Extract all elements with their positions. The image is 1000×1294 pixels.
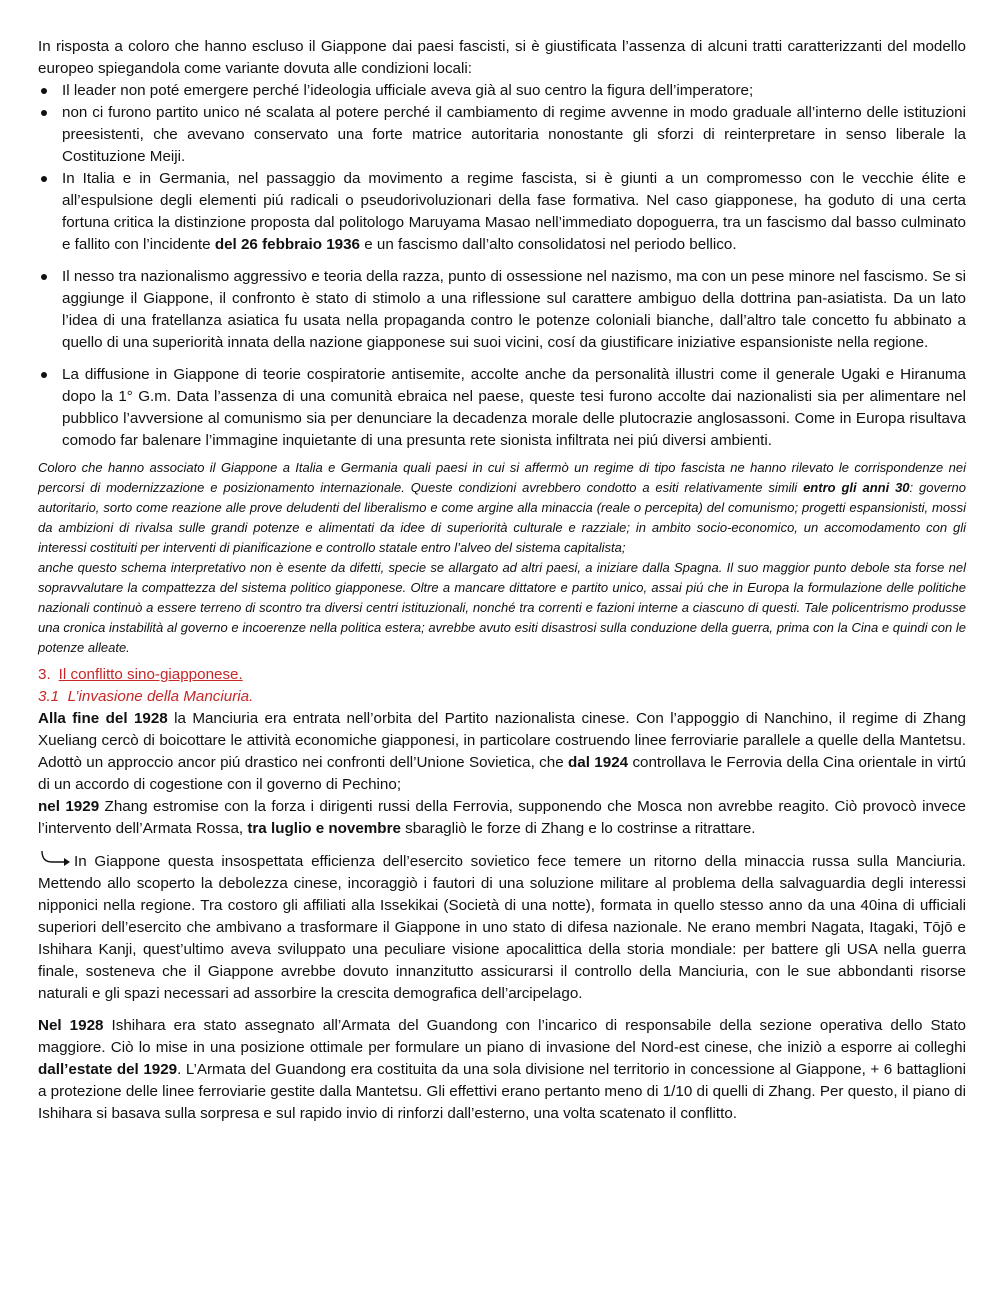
manchuria-paragraph-1	[38, 708, 966, 796]
bullet-italy-text-1: In Italia e in Germania, nel passaggio da movimento a regime fascista, si è giunti a un compromesso con le vecchie élite e all’espulsione degli elementi piú radicali o pseudorivoluzionari della fase formativa. Nel caso giapponese, ha goduto di una certa fortuna critica la distinzione proposta dal politologo Maruyama Masao nell’immediato dopoguerra, tra un fascismo dal basso culminato e fallito con l’incidente	[62, 170, 966, 253]
bullet-leader: Il leader non poté emergere perché l’ideologia ufficiale aveva già al suo centro la figura dell’imperatore;	[38, 80, 966, 102]
bullet-single-party: non ci furono partito unico né scalata al potere perché il cambiamento di regime avvenne in modo graduale all’interno delle istituzioni preesistenti, che avevano conservato una forte matrice autoritaria nonostante gli sforzi di reinterpretare in senso liberale la Costituzione Meiji.	[38, 102, 966, 168]
bullet-list-comparisons	[38, 168, 966, 452]
section-heading	[38, 664, 966, 686]
bullet-italy-date: del 26 febbraio 1936	[214, 236, 361, 253]
manchuria-paragraph-4	[38, 1015, 966, 1125]
bullet-list-variants	[38, 80, 966, 168]
intro-paragraph: In risposta a coloro che hanno escluso il Giappone dai paesi fascisti, si è giustificata l’assenza di alcuni tratti caratterizzanti del modello europeo spiegandola come variante dovuta alle condizioni locali:	[38, 38, 966, 77]
bullet-antisemitism: La diffusione in Giappone di teorie cospiratorie antisemite, accolte anche da personalità illustri come il generale Ugaki e Hiranuma dopo la 1° G.m. Data l’assenza di una comunità ebraica nel paese, queste tesi furono accolte dai nazionalisti sia per alimentare nel pubblico l’avversione al comunismo sia per denunciare la decadenza morale delle plutocrazie anglosassoni. Come in Europa risultava comodo far balenare l’immagine inquietante di una presunta rete sionista infiltrata nei piú diversi ambienti.	[38, 364, 966, 452]
section-number: 3.	[38, 666, 51, 683]
italic-note-text-2: : governo autoritario, sorto come reazione alle prove deludenti del liberalismo e come argine alla minaccia (reale o percepita) del comunismo; progetti espansionisti, mossi da ambizioni di rivalsa sulle grandi potenze e alimentati da idee di superiorità culturale e razziale; in ambito socio-economico, un accomodamento con gli interessi costituiti per interventi di pianificazione e controllo statale entro l’alveo del sistema capitalista;	[38, 480, 967, 555]
manchuria-p2-bold-1: nel 1929	[38, 798, 100, 815]
manchuria-paragraph-3	[38, 850, 966, 1005]
bullet-italy-text-2: e un fascismo dall’alto consolidatosi nel periodo bellico.	[360, 236, 737, 253]
italic-note-paragraph-2: anche questo schema interpretativo non è esente da difetti, specie se allargato ad altri paesi, a iniziare dalla Spagna. Il suo maggior punto debole sta forse nel sopravvalutare la compattezza del sistema politico giapponese. Oltre a mancare dittatore e partito unico, assai piú che in Europa la formulazione delle politiche nazionali continuò a essere terreno di scontro tra diversi centri istituzionali, nonché tra correnti e fazioni interne a ciascuno di questi. Tale policentrismo produsse una cronica instabilità al governo e incoerenze nella politica estera; avrebbe avuto esiti disastrosi sulla conduzione della guerra, prima con la Cina e quindi con le potenze alleate.	[38, 560, 966, 655]
italic-note-text-1: Coloro che hanno associato il Giappone a Italia e Germania quali paesi in cui si affermò un regime di tipo fascista ne hanno rilevato le corrispondenze nei percorsi di modernizzazione e posizionamento internazionale. Queste condizioni avrebbero condotto a esiti relativamente simili	[38, 460, 966, 495]
manchuria-p1-text-2: controllava le Ferrovia della Cina orientale in virtú di un accordo di cogestione con il governo di Pechino;	[38, 754, 966, 793]
manchuria-p4-bold-1: Nel 1928	[38, 1017, 104, 1034]
manchuria-paragraph-2	[38, 796, 966, 840]
manchuria-p1-bold-1: Alla fine del 1928	[38, 710, 168, 727]
manchuria-p2-text-2: sbaragliò le forze di Zhang e lo costrinse a ritrattare.	[400, 820, 756, 837]
subsection-title: L’invasione della Manciuria.	[67, 688, 254, 705]
manchuria-p3-text: In Giappone questa insospettata efficienza dell’esercito sovietico fece temere un ritorno della minaccia russa sulla Manciuria. Mettendo allo scoperto la debolezza cinese, incoraggiò i fautori di una soluzione militare al problema della salvaguardia degli interessi nipponici nella regione. Tra costoro gli affiliati alla Issekikai (Società di una notte), formata in quello stesso anno da una 40ina di ufficiali superiori dell’esercito che ambivano a trasformare il Giappone in uno stato di difesa nazionale. Ne erano membri Nagata, Itagaki, Tōjō e Ishihara Kanji, quest’ultimo aveva sviluppato una peculiare visione apocalittica della storia mondiale: per battere gli USA nella guerra finale, sosteneva che il Giappone avrebbe dovuto innanzitutto assicurarsi il controllo della Manciuria, con le sue abbondanti risorse naturali e gli spazi necessari ad assorbire la crescita demografica dell’arcipelago.	[38, 853, 966, 1002]
document-page	[38, 36, 966, 1125]
italic-note-bold: entro gli anni 30	[803, 480, 910, 495]
manchuria-p2-bold-2: tra luglio e novembre	[247, 820, 401, 837]
bullet-race-theory: Il nesso tra nazionalismo aggressivo e teoria della razza, punto di ossessione nel nazismo, ma con un pese minore nel fascismo. Se si aggiunge il Giappone, il confronto è stato di stimolo a una riflessione sul carattere ambiguo della dottrina pan-asiatista. Da un lato l’idea di una fratellanza asiatica fu usata nella propaganda contro le potenze coloniali bianche, dall’altro tale concetto fu abbinato a quello di una superiorità innata della nazione giapponese sui suoi vicini, cosí da giustificare iniziative espansioniste nella regione.	[38, 266, 966, 354]
manchuria-p2-text-1: Zhang estromise con la forza i dirigenti russi della Ferrovia, supponendo che Mosca non avrebbe reagito. Ciò provocò invece l’intervento dell’Armata Rossa,	[38, 798, 966, 837]
manchuria-p4-bold-2: dall’estate del 1929	[38, 1061, 178, 1078]
curved-arrow-icon	[38, 850, 74, 868]
italic-note	[38, 458, 966, 658]
bullet-italy-germany	[38, 168, 966, 256]
italic-note-paragraph-1	[38, 458, 966, 558]
manchuria-p4-text-2: . L’Armata del Guandong era costituita da una sola divisione nel territorio in concessione al Giappone, + 6 battaglioni a protezione delle linee ferroviarie gestite dalla Mantetsu. Gli effettivi erano pertanto meno di 1/10 di quelli di Zhang. Per questo, il piano di Ishihara si basava sulla sorpresa e sul rapido invio di rinforzi dall’esterno, una volta scatenato il conflitto.	[38, 1061, 966, 1122]
manchuria-p4-text-1: Ishihara era stato assegnato all’Armata del Guandong con l’incarico di responsabile della sezione operativa dello Stato maggiore. Ciò lo mise in una posizione ottimale per formulare un piano di invasione del Nord-est cinese, che iniziò a esporre ai colleghi	[38, 1017, 967, 1056]
subsection-heading	[38, 686, 966, 708]
subsection-number: 3.1	[38, 688, 60, 705]
manchuria-p1-bold-2: dal 1924	[568, 754, 629, 771]
manchuria-p1-text-1: la Manciuria era entrata nell’orbita del Partito nazionalista cinese. Con l’appoggio di Nanchino, il regime di Zhang Xueliang cercò di boicottare le attività economiche giapponesi, in particolare costruendo linee ferroviarie parallele a quelle della Mantetsu. Adottò un approccio ancor piú drastico nei confronti dell’Unione Sovietica, che	[38, 710, 966, 771]
section-title: Il conflitto sino-giapponese.	[58, 666, 243, 683]
